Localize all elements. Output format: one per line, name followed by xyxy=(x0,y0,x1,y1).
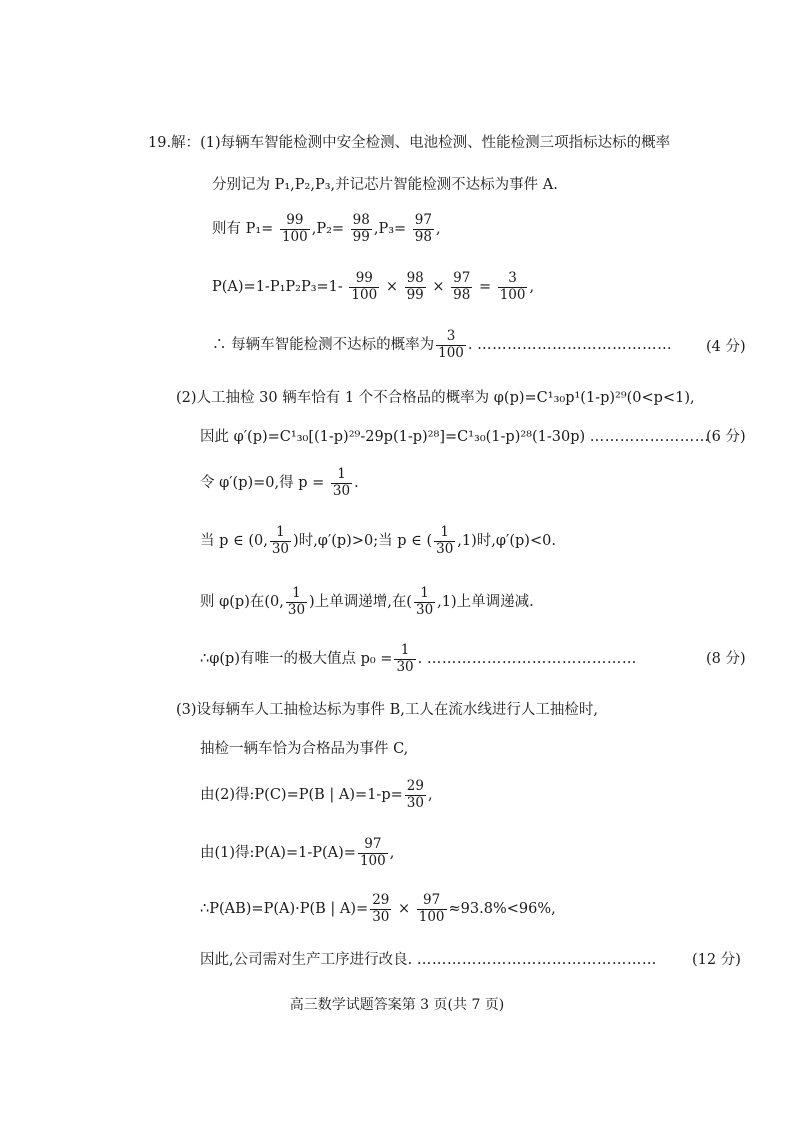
leader-dots: …………………… xyxy=(589,429,710,445)
part3-label: (3) xyxy=(176,702,197,718)
line-17-text: 因此,公司需对生产工序进行改良. xyxy=(200,952,413,968)
fraction-num: 97 xyxy=(417,894,447,910)
fraction-num: 1 xyxy=(414,587,435,603)
problem-line-4 xyxy=(212,272,534,302)
fraction-1-30 xyxy=(286,587,307,617)
line-6-text: 人工抽检 30 辆车恰有 1 个不合格品的概率为 φ(p)=C¹₃₀p¹(1-p)²⁹(0<p<1), xyxy=(196,390,695,406)
fraction-den: 30 xyxy=(372,908,390,925)
fraction-num: 99 xyxy=(349,272,379,288)
fraction-1-30 xyxy=(394,644,415,674)
fraction-den: 100 xyxy=(418,908,445,925)
problem-line-10 xyxy=(200,587,534,617)
fraction-num: 1 xyxy=(331,468,352,484)
fraction-den: 100 xyxy=(499,286,526,303)
line-9-b: )时,φ′(p)>0;当 p ∈ ( xyxy=(293,533,433,549)
fraction-den: 30 xyxy=(396,658,414,675)
line-15-suffix: , xyxy=(389,845,395,861)
fraction-num: 1 xyxy=(270,526,291,542)
p3-label: ,P₃= xyxy=(373,221,407,237)
line-15-prefix: 由(1)得:P(A)=1-P(A)= xyxy=(200,845,356,861)
fraction-num: 3 xyxy=(436,330,466,346)
fraction-num: 1 xyxy=(286,587,307,603)
fraction-num: 29 xyxy=(372,892,390,908)
fraction-1-30 xyxy=(434,526,455,556)
fraction-97-98 xyxy=(451,272,472,302)
fraction-p1 xyxy=(280,214,310,244)
fraction-97-100 xyxy=(417,894,447,924)
problem-number: 19.解： xyxy=(148,135,201,151)
fraction-den: 30 xyxy=(406,794,424,811)
problem-line-3 xyxy=(212,214,441,244)
fraction-p3 xyxy=(413,214,434,244)
problem-line-6 xyxy=(176,391,695,406)
line-16-suffix: ≈93.8%<96%, xyxy=(448,901,556,917)
fraction-99-100 xyxy=(349,272,379,302)
fraction-29-30 xyxy=(370,894,391,924)
fraction-3-100-conclusion xyxy=(436,330,466,360)
fraction-num: 99 xyxy=(280,214,310,230)
fraction-den: 99 xyxy=(406,286,424,303)
fraction-num: 98 xyxy=(352,212,370,228)
fraction-3-100 xyxy=(498,272,528,302)
page-footer: 高三数学试题答案第 3 页(共 7 页) xyxy=(289,997,505,1013)
times-sign: × xyxy=(432,279,445,295)
score-12: (12 分) xyxy=(692,952,741,968)
problem-line-15 xyxy=(200,838,394,868)
line-11-suffix: . xyxy=(417,651,423,667)
line-9-c: ,1)时,φ′(p)<0. xyxy=(457,533,556,549)
line-5-prefix: ∴ 每辆车智能检测不达标的概率为 xyxy=(212,337,435,353)
part2-label: (2) xyxy=(176,390,197,406)
line-3-prefix: 则有 P₁= xyxy=(212,221,274,237)
problem-line-13 xyxy=(200,742,408,757)
line-9-a: 当 p ∈ (0, xyxy=(200,533,268,549)
line-4-prefix: P(A)=1-P₁P₂P₃=1- xyxy=(212,279,343,295)
fraction-den: 100 xyxy=(281,228,308,245)
line-11-prefix: ∴φ(p)有唯一的极大值点 p₀ = xyxy=(200,651,393,667)
line-1-text: 每辆车智能检测中安全检测、电池检测、性能检测三项指标达标的概率 xyxy=(220,135,671,151)
score-8: (8 分) xyxy=(706,651,746,667)
fraction-p2 xyxy=(351,214,372,244)
line-8-suffix: . xyxy=(354,475,359,491)
equals-sign: = xyxy=(478,279,492,295)
problem-line-9 xyxy=(200,526,556,556)
fraction-den: 30 xyxy=(436,540,454,557)
fraction-1-30 xyxy=(331,468,352,498)
part1-label: (1) xyxy=(200,135,221,151)
fraction-num: 98 xyxy=(406,270,424,286)
fraction-den: 99 xyxy=(352,228,370,245)
fraction-den: 30 xyxy=(287,601,306,618)
problem-line-5 xyxy=(212,330,672,360)
problem-line-14 xyxy=(200,780,433,810)
score-4: (4 分) xyxy=(706,339,746,355)
fraction-1-30 xyxy=(270,526,291,556)
fraction-den: 30 xyxy=(415,601,434,618)
fraction-den: 100 xyxy=(438,344,464,361)
fraction-num: 97 xyxy=(453,270,471,286)
fraction-num: 1 xyxy=(434,526,455,542)
line-12-text: 设每辆车人工抽检达标为事件 B,工人在流水线进行人工抽检时, xyxy=(196,702,599,718)
line-10-b: )上单调递增,在( xyxy=(309,594,412,610)
times-sign: × xyxy=(385,279,398,295)
fraction-num: 29 xyxy=(406,778,424,794)
fraction-num: 3 xyxy=(498,272,528,288)
problem-line-12 xyxy=(176,703,598,718)
score-6: (6 分) xyxy=(706,429,746,445)
line-10-a: 则 φ(p)在(0, xyxy=(200,594,284,610)
leader-dots: ………………………………… xyxy=(477,337,673,353)
line-13-text: 抽检一辆车恰为合格品为事件 C, xyxy=(200,741,409,757)
fraction-num: 97 xyxy=(414,212,432,228)
fraction-num: 1 xyxy=(394,644,415,660)
problem-line-11 xyxy=(200,644,637,674)
problem-line-8 xyxy=(200,468,359,498)
fraction-den: 30 xyxy=(271,540,290,557)
fraction-den: 30 xyxy=(332,482,351,499)
problem-line-1 xyxy=(148,136,670,151)
fraction-den: 100 xyxy=(359,852,386,869)
line-7-text: 因此 φ′(p)=C¹₃₀[(1-p)²⁹-29p(1-p)²⁸]=C¹₃₀(1-p)²⁸(1-30p) xyxy=(200,429,586,445)
problem-line-16 xyxy=(200,894,556,924)
line-5-suffix: . xyxy=(467,337,473,353)
leader-dots: …………………………………… xyxy=(426,651,637,667)
p2-label: ,P₂= xyxy=(311,221,345,237)
problem-line-7 xyxy=(200,430,710,445)
line-14-prefix: 由(2)得:P(C)=P(B | A)=1-p= xyxy=(200,787,403,803)
line-16-prefix: ∴P(AB)=P(A)·P(B | A)= xyxy=(200,901,369,917)
fraction-den: 98 xyxy=(414,228,432,245)
problem-line-2 xyxy=(212,178,558,193)
fraction-den: 98 xyxy=(453,286,471,303)
line-8-prefix: 令 φ′(p)=0,得 p = xyxy=(200,475,325,491)
line-10-c: ,1)上单调递减. xyxy=(437,594,534,610)
fraction-29-30 xyxy=(405,780,426,810)
line-2-text: 分别记为 P₁,P₂,P₃,并记芯片智能检测不达标为事件 A. xyxy=(212,177,558,193)
fraction-98-99 xyxy=(405,272,426,302)
leader-dots: ………………………………………… xyxy=(416,952,657,968)
fraction-den: 100 xyxy=(351,286,378,303)
fraction-1-30 xyxy=(414,587,435,617)
fraction-num: 97 xyxy=(358,838,388,854)
line-14-suffix: , xyxy=(427,787,433,803)
line-4-suffix: , xyxy=(529,279,535,295)
problem-line-17 xyxy=(200,953,657,968)
fraction-97-100 xyxy=(358,838,388,868)
line-3-suffix: , xyxy=(435,221,441,237)
times-sign: × xyxy=(397,901,411,917)
